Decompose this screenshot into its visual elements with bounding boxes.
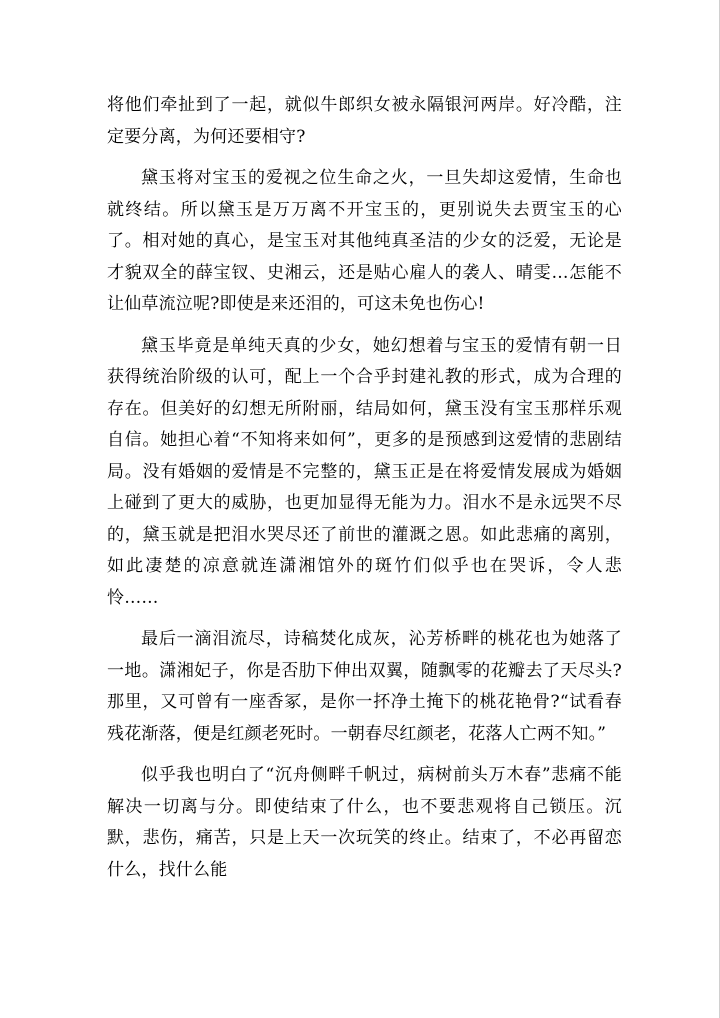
- paragraph-5: 似乎我也明白了“沉舟侧畔千帆过，病树前头万木春”悲痛不能解决一切离与分。即使结束了什么，也不要悲观将自己锁压。沉默，悲伤，痛苦，只是上天一次玩笑的终止。结束了，不必再留恋什么，找什么能: [107, 765, 622, 880]
- paragraph-1: 将他们牵扯到了一起，就似牛郎织女被永隔银河两岸。好冷酷，注定要分离，为何还要相守?: [107, 95, 622, 147]
- paragraph-3: 黛玉毕竟是单纯天真的少女，她幻想着与宝玉的爱情有朝一日获得统治阶级的认可，配上一个合乎封建礼教的形式，成为合理的存在。但美好的幻想无所附丽，结局如何，黛玉没有宝玉那样乐观自信。她担心着“不知将来如何”，更多的是预感到这爱情的悲剧结局。没有婚姻的爱情是不完整的，黛玉正是在将爱情发展成为婚姻上碰到了更大的威胁，也更加显得无能为力。泪水不是永远哭不尽的，黛玉就是把泪水哭尽还了前世的灌溉之恩。如此悲痛的离别，如此凄楚的凉意就连潇湘馆外的斑竹们似乎也在哭诉，令人悲怜……: [107, 335, 622, 608]
- paragraph-2: 黛玉将对宝玉的爱视之位生命之火，一旦失却这爱情，生命也就终结。所以黛玉是万万离不开宝玉的，更别说失去贾宝玉的心了。相对她的真心，是宝玉对其他纯真圣洁的少女的泛爱，无论是才貌双全的薛宝钗、史湘云，还是贴心雇人的袭人、晴雯…怎能不让仙草流泣呢?即使是来还泪的，可这未免也伤心!: [107, 168, 622, 314]
- document-body: [107, 90, 622, 896]
- paragraph-4: 最后一滴泪流尽，诗稿焚化成灰，沁芳桥畔的桃花也为她落了一地。潇湘妃子，你是否肋下伸出双翼，随飘零的花瓣去了天尽头?那里，又可曾有一座香冢，是你一抔净土掩下的桃花艳骨?“试看春残花渐落，便是红颜老死时。一朝春尽红颜老，花落人亡两不知。”: [107, 629, 622, 744]
